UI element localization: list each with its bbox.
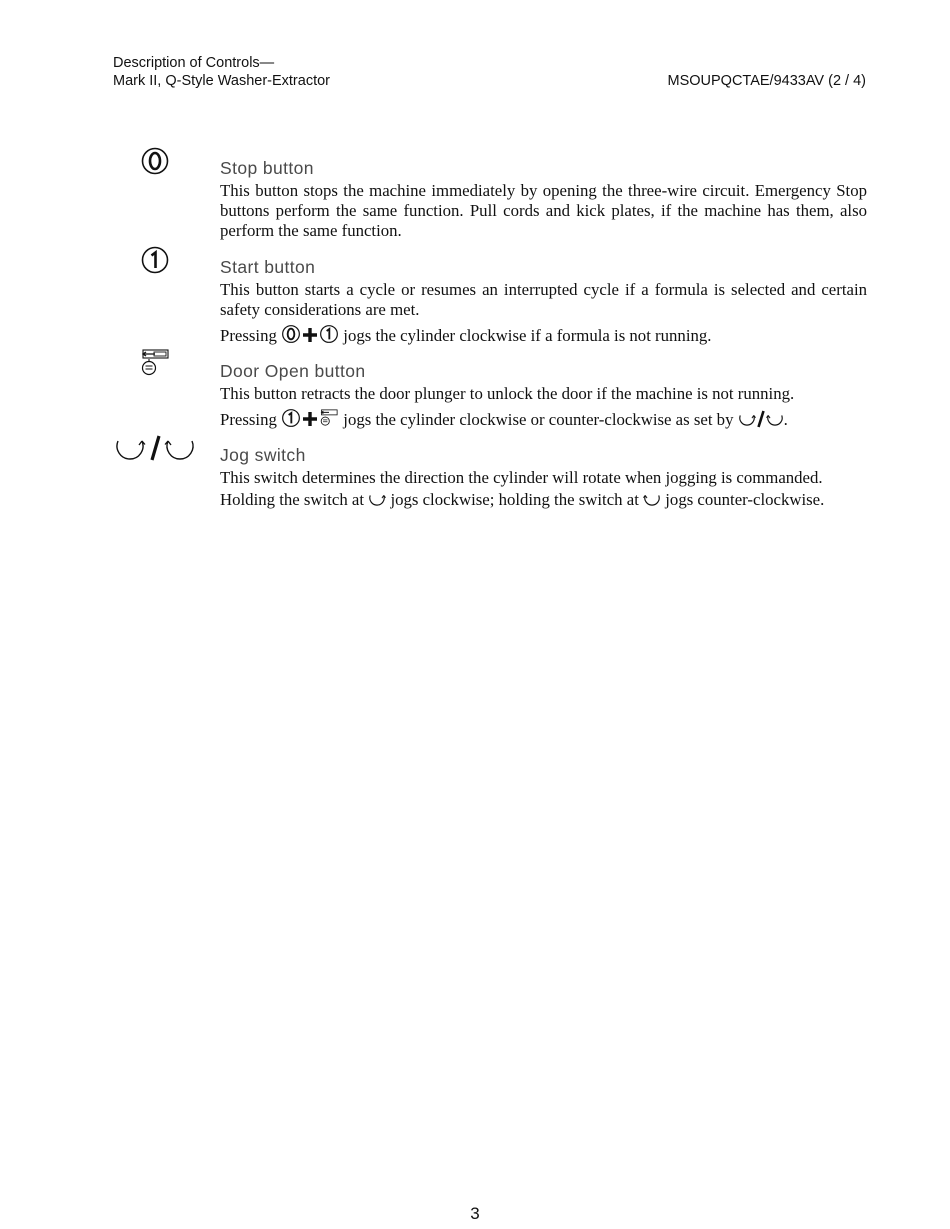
entry-note [220, 324, 867, 349]
note-prefix: Pressing [220, 326, 277, 345]
note-part-c: jogs counter-clockwise. [665, 490, 825, 509]
note-suffix: jogs the cylinder clockwise or counter-clockwise as set by [343, 410, 734, 429]
header-document-id: MSOUPQCTAE/9433AV (2 / 4) [667, 73, 866, 89]
entry-title: Door Open button [220, 361, 366, 381]
door-open-icon [319, 408, 339, 433]
note-part-b: jogs clockwise; holding the switch at [390, 490, 639, 509]
note-end: . [783, 410, 788, 429]
start-icon [113, 245, 197, 275]
door-open-icon [113, 348, 197, 378]
counter-clockwise-arrow-icon [643, 490, 661, 513]
entry-title: Stop button [220, 158, 314, 178]
entry-description: This button starts a cycle or resumes an interrupted cycle if a formula is selected and certain safety considerations are met. [220, 280, 867, 319]
entry-description: This button retracts the door plunger to unlock the door if the machine is not running. [220, 384, 795, 403]
entry-description: This switch determines the direction the cylinder will rotate when jogging is commanded. [220, 468, 823, 487]
running-header-left [113, 54, 330, 90]
page-number: 3 [470, 1204, 480, 1223]
entry-description: This button stops the machine immediately by opening the three-wire circuit. Emergency Stop buttons perform the same function. Pull cords and kick plates, if the machine has them, also perform the same function. [220, 181, 867, 240]
entry-title: Start button [220, 257, 316, 277]
note-suffix: jogs the cylinder clockwise if a formula is not running. [343, 326, 712, 345]
jog-switch-icon [113, 432, 197, 464]
note-part-a: Holding the switch at [220, 490, 365, 509]
stop-icon [113, 146, 197, 176]
counter-clockwise-arrow-icon [766, 410, 784, 433]
start-icon [281, 408, 301, 433]
header-section-title: Description of Controls— [113, 55, 275, 71]
note-prefix: Pressing [220, 410, 277, 429]
plus-icon [301, 326, 319, 349]
entry-note [220, 490, 867, 513]
plus-icon [301, 410, 319, 433]
slash-icon [756, 410, 766, 433]
stop-icon [281, 324, 301, 349]
entry-title: Jog switch [220, 445, 306, 465]
clockwise-arrow-icon [368, 490, 386, 513]
entry-note [220, 408, 867, 433]
start-icon [319, 324, 339, 349]
clockwise-arrow-icon [738, 410, 756, 433]
header-product-name: Mark II, Q-Style Washer-Extractor [113, 73, 330, 89]
